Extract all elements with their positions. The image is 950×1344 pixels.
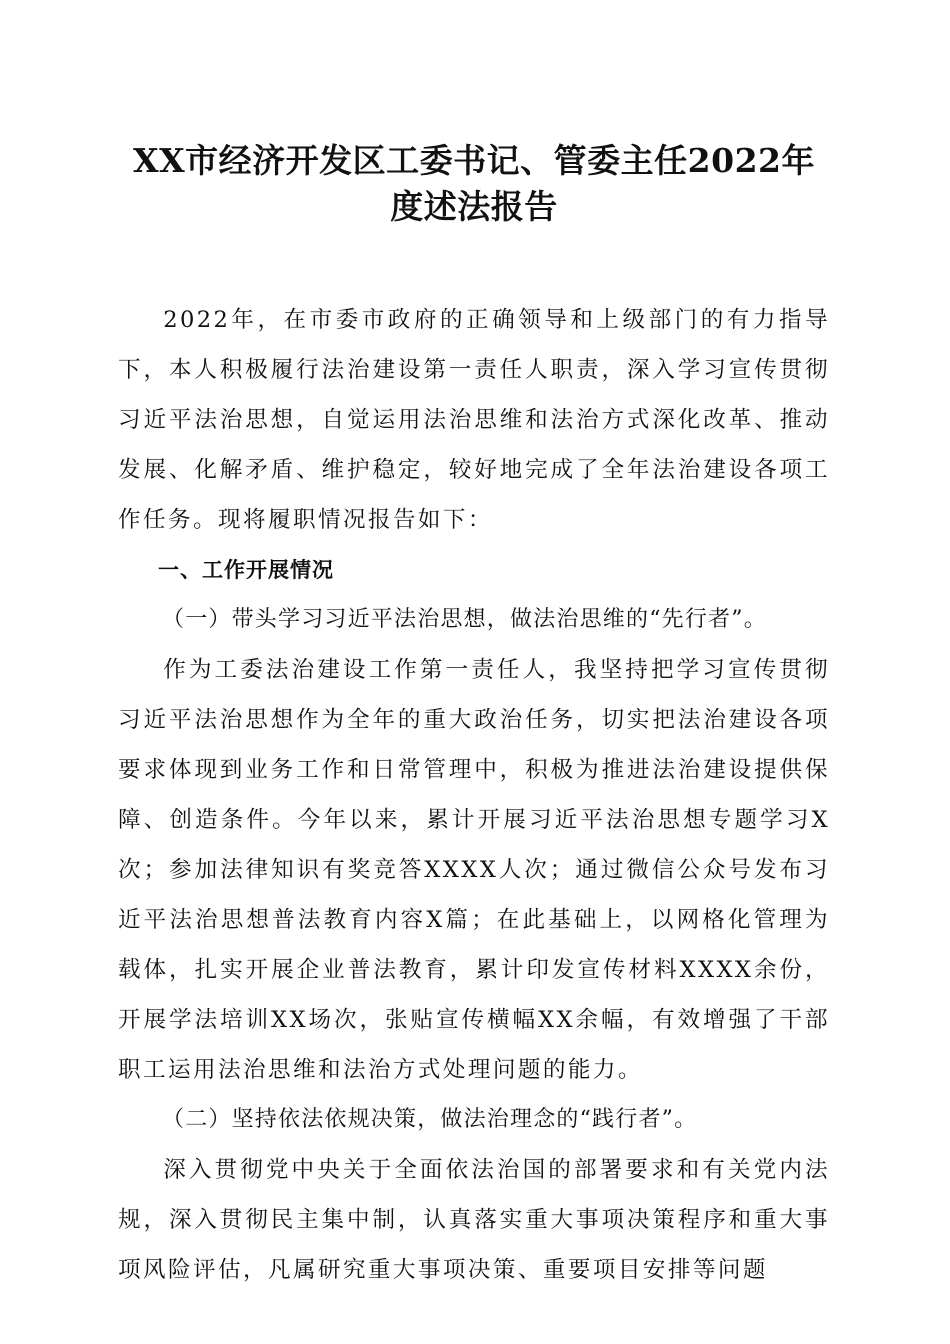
document-page <box>118 138 830 1295</box>
subsection-heading-2: （二）坚持依法依规决策，做法治理念的“践行者”。 <box>162 1107 698 1132</box>
document-title <box>118 138 830 230</box>
subsection-1-paragraph: 作为工委法治建设工作第一责任人，我坚持把学习宣传贯彻习近平法治思想作为全年的重大政治任务，切实把法治建设各项要求体现到业务工作和日常管理中，积极为推进法治建设提供保障、创造条件。今年以来，累计开展习近平法治思想专题学习X次；参加法律知识有奖竞答XXXX人次；通过微信公众号发布习近平法治思想普法教育内容X篇；在此基础上，以网格化管理为载体，扎实开展企业普法教育，累计印发宣传材料XXXX余份，开展学法培训XX场次，张贴宣传横幅XX余幅，有效增强了干部职工运用法治思维和法治方式处理问题的能力。 <box>118 657 830 1083</box>
title-line-1: XX市经济开发区工委书记、管委主任2022年 <box>132 141 816 180</box>
subsection-2-paragraph: 深入贯彻党中央关于全面依法治国的部署要求和有关党内法规，深入贯彻民主集中制，认真落实重大事项决策程序和重大事项风险评估，凡属研究重大事项决策、重要项目安排等问题 <box>118 1157 830 1283</box>
section-heading-work-status: 一、工作开展情况 <box>158 558 334 582</box>
title-line-2: 度述法报告 <box>390 187 558 226</box>
subsection-heading-1: （一）带头学习习近平法治思想，做法治思维的“先行者”。 <box>162 607 767 632</box>
intro-paragraph: 2022年，在市委市政府的正确领导和上级部门的有力指导下，本人积极履行法治建设第一责任人职责，深入学习宣传贯彻习近平法治思想，自觉运用法治思维和法治方式深化改革、推动发展、化解矛盾、维护稳定，较好地完成了全年法治建设各项工作任务。现将履职情况报告如下： <box>118 307 830 533</box>
document-body <box>118 295 830 1295</box>
